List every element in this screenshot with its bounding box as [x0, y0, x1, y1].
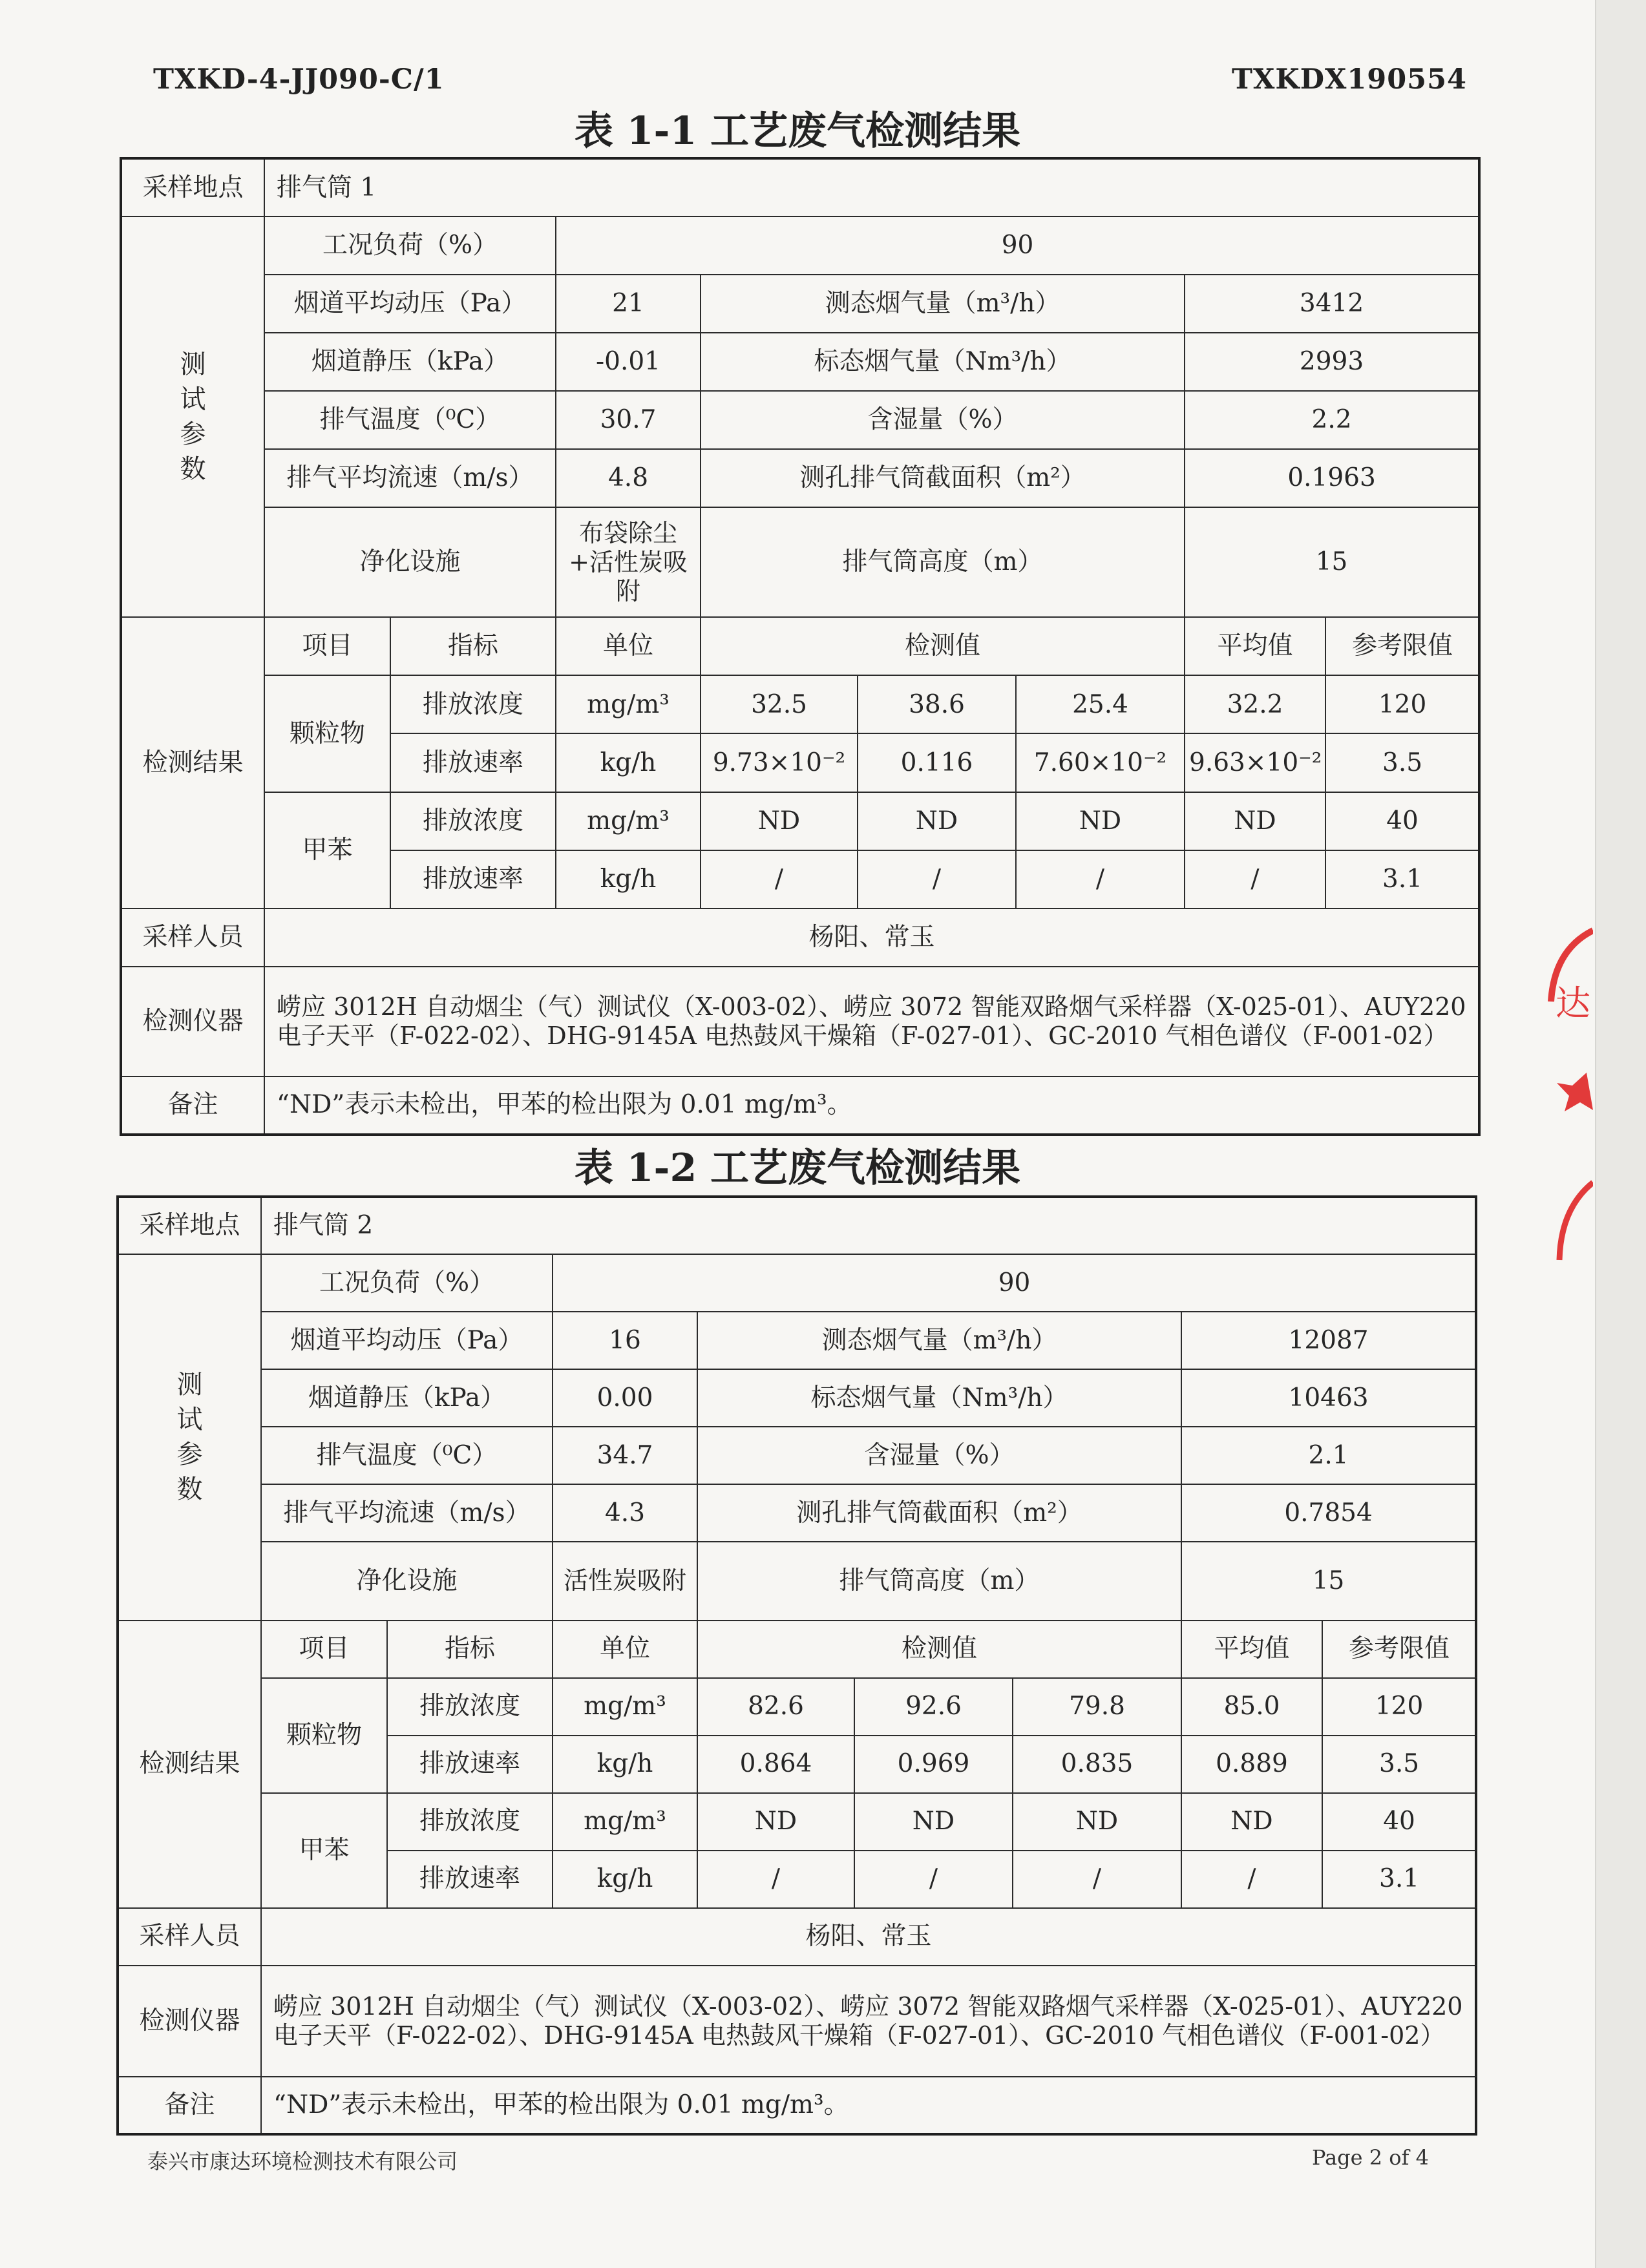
- temp-value: 30.7: [556, 391, 701, 449]
- test-params-label: [121, 216, 264, 617]
- value-2-cell: /: [854, 1851, 1013, 1908]
- value-3-cell: 0.835: [1013, 1736, 1181, 1793]
- average-cell: /: [1185, 850, 1325, 908]
- samplers-value: 杨阳、常玉: [264, 908, 1479, 967]
- average-cell: /: [1181, 1851, 1322, 1908]
- head-measured: 检测值: [697, 1621, 1181, 1678]
- std-flow-label: 标态烟气量（Nm³/h）: [701, 333, 1185, 391]
- value-1-cell: 9.73×10⁻²: [701, 733, 858, 792]
- moisture-value: 2.2: [1185, 391, 1479, 449]
- load-value: 90: [553, 1254, 1476, 1312]
- results-label: 检测结果: [118, 1621, 261, 1908]
- test-params-label-text: 测试参数: [176, 1370, 203, 1505]
- unit-cell: mg/m³: [553, 1678, 697, 1736]
- static-pressure-label: 烟道静压（kPa）: [261, 1369, 553, 1427]
- footer-page-number: Page 2 of 4: [1312, 2145, 1429, 2170]
- test-params-label-text: 测试参数: [180, 350, 206, 485]
- head-index: 指标: [387, 1621, 553, 1678]
- value-1-cell: 32.5: [701, 675, 858, 733]
- area-value: 0.7854: [1181, 1484, 1476, 1542]
- limit-cell: 3.1: [1322, 1851, 1476, 1908]
- test-params-label: [118, 1254, 261, 1621]
- red-seal-fragment: [1548, 924, 1593, 1286]
- item-cell: 甲苯: [264, 792, 390, 908]
- site-label: 采样地点: [118, 1197, 261, 1254]
- footer-company: 泰兴市康达环境检测技术有限公司: [147, 2149, 458, 2174]
- load-label: 工况负荷（%）: [261, 1254, 553, 1312]
- value-2-cell: 0.969: [854, 1736, 1013, 1793]
- unit-cell: kg/h: [556, 733, 701, 792]
- value-3-cell: /: [1013, 1851, 1181, 1908]
- head-unit: 单位: [553, 1621, 697, 1678]
- average-cell: ND: [1181, 1793, 1322, 1851]
- purification-label: 净化设施: [261, 1542, 553, 1620]
- temp-label: 排气温度（⁰C）: [264, 391, 556, 449]
- head-item: 项目: [261, 1621, 387, 1678]
- head-unit: 单位: [556, 617, 701, 675]
- value-2-cell: ND: [854, 1793, 1013, 1851]
- head-average: 平均值: [1181, 1621, 1322, 1678]
- value-1-cell: ND: [701, 792, 858, 850]
- average-cell: 9.63×10⁻²: [1185, 733, 1325, 792]
- velocity-label: 排气平均流速（m/s）: [261, 1484, 553, 1542]
- height-value: 15: [1181, 1542, 1476, 1620]
- item-cell: 颗粒物: [264, 675, 390, 792]
- item-cell: 颗粒物: [261, 1678, 387, 1793]
- limit-cell: 120: [1325, 675, 1479, 733]
- head-measured: 检测值: [701, 617, 1185, 675]
- static-pressure-label: 烟道静压（kPa）: [264, 333, 556, 391]
- area-label: 测孔排气筒截面积（m²）: [701, 449, 1185, 507]
- index-cell: 排放浓度: [390, 675, 556, 733]
- velocity-value: 4.3: [553, 1484, 697, 1542]
- table-2: [116, 1195, 1477, 2136]
- area-label: 测孔排气筒截面积（m²）: [697, 1484, 1181, 1542]
- average-cell: 85.0: [1181, 1678, 1322, 1736]
- index-cell: 排放浓度: [387, 1793, 553, 1851]
- unit-cell: mg/m³: [556, 675, 701, 733]
- dyn-pressure-value: 16: [553, 1312, 697, 1369]
- value-3-cell: /: [1016, 850, 1185, 908]
- head-item: 项目: [264, 617, 390, 675]
- purification-value: 活性炭吸附: [553, 1542, 697, 1620]
- remarks-value: “ND”表示未检出，甲苯的检出限为 0.01 mg/m³。: [261, 2077, 1476, 2134]
- value-2-cell: 92.6: [854, 1678, 1013, 1736]
- table-1-title: 表 1-1 工艺废气检测结果: [574, 109, 1021, 154]
- instruments-value: 崂应 3012H 自动烟尘（气）测试仪（X-003-02）、崂应 3072 智能双路烟气采样器（X-025-01）、AUY220 电子天平（F-022-02）、DHG-9145A 电热鼓风干燥箱（F-027-01）、GC-2010 气相色谱仪（F-001-02）: [261, 1966, 1476, 2077]
- std-flow-value: 10463: [1181, 1369, 1476, 1427]
- height-value: 15: [1185, 507, 1479, 617]
- unit-cell: mg/m³: [553, 1793, 697, 1851]
- height-label: 排气筒高度（m）: [697, 1542, 1181, 1620]
- value-1-cell: 0.864: [697, 1736, 854, 1793]
- flow-value: 12087: [1181, 1312, 1476, 1369]
- site-label: 采样地点: [121, 158, 264, 216]
- unit-cell: kg/h: [556, 850, 701, 908]
- table-row: [121, 675, 1479, 733]
- load-value: 90: [556, 216, 1479, 275]
- value-2-cell: 38.6: [858, 675, 1016, 733]
- scanner-edge-strip: [1595, 0, 1646, 2268]
- results-label: 检测结果: [121, 617, 264, 908]
- average-cell: 0.889: [1181, 1736, 1322, 1793]
- flow-label: 测态烟气量（m³/h）: [697, 1312, 1181, 1369]
- table-row: [118, 1793, 1476, 1851]
- value-1-cell: ND: [697, 1793, 854, 1851]
- unit-cell: kg/h: [553, 1736, 697, 1793]
- instruments-value: 崂应 3012H 自动烟尘（气）测试仪（X-003-02）、崂应 3072 智能双路烟气采样器（X-025-01）、AUY220 电子天平（F-022-02）、DHG-9145A 电热鼓风干燥箱（F-027-01）、GC-2010 气相色谱仪（F-001-02）: [264, 967, 1479, 1076]
- value-3-cell: 25.4: [1016, 675, 1185, 733]
- star-icon: [1557, 1073, 1593, 1111]
- value-1-cell: /: [701, 850, 858, 908]
- moisture-value: 2.1: [1181, 1427, 1476, 1484]
- index-cell: 排放浓度: [387, 1678, 553, 1736]
- std-flow-value: 2993: [1185, 333, 1479, 391]
- seal-text-fragment: 达: [1556, 983, 1590, 1024]
- moisture-label: 含湿量（%）: [701, 391, 1185, 449]
- static-pressure-value: 0.00: [553, 1369, 697, 1427]
- head-limit: 参考限值: [1322, 1621, 1476, 1678]
- index-cell: 排放速率: [390, 850, 556, 908]
- value-1-cell: /: [697, 1851, 854, 1908]
- dyn-pressure-value: 21: [556, 275, 701, 333]
- site-value: 排气筒 2: [261, 1197, 1476, 1254]
- value-1-cell: 82.6: [697, 1678, 854, 1736]
- table-1: [120, 157, 1481, 1136]
- velocity-label: 排气平均流速（m/s）: [264, 449, 556, 507]
- table-row: [121, 792, 1479, 850]
- document-code-left: TXKD-4-JJ090-C/1: [153, 63, 445, 96]
- head-average: 平均值: [1185, 617, 1325, 675]
- limit-cell: 120: [1322, 1678, 1476, 1736]
- flow-value: 3412: [1185, 275, 1479, 333]
- moisture-label: 含湿量（%）: [697, 1427, 1181, 1484]
- index-cell: 排放浓度: [390, 792, 556, 850]
- value-2-cell: 0.116: [858, 733, 1016, 792]
- flow-label: 测态烟气量（m³/h）: [701, 275, 1185, 333]
- static-pressure-value: -0.01: [556, 333, 701, 391]
- samplers-value: 杨阳、常玉: [261, 1908, 1476, 1966]
- velocity-value: 4.8: [556, 449, 701, 507]
- item-cell: 甲苯: [261, 1793, 387, 1908]
- index-cell: 排放速率: [390, 733, 556, 792]
- index-cell: 排放速率: [387, 1736, 553, 1793]
- value-3-cell: 7.60×10⁻²: [1016, 733, 1185, 792]
- value-3-cell: ND: [1013, 1793, 1181, 1851]
- value-3-cell: 79.8: [1013, 1678, 1181, 1736]
- index-cell: 排放速率: [387, 1851, 553, 1908]
- value-2-cell: ND: [858, 792, 1016, 850]
- limit-cell: 3.5: [1325, 733, 1479, 792]
- table-2-title: 表 1-2 工艺废气检测结果: [574, 1146, 1021, 1191]
- average-cell: 32.2: [1185, 675, 1325, 733]
- unit-cell: mg/m³: [556, 792, 701, 850]
- remarks-label: 备注: [121, 1076, 264, 1135]
- limit-cell: 40: [1325, 792, 1479, 850]
- area-value: 0.1963: [1185, 449, 1479, 507]
- dyn-pressure-label: 烟道平均动压（Pa）: [264, 275, 556, 333]
- table-row: [118, 1678, 1476, 1736]
- instruments-label: 检测仪器: [121, 967, 264, 1076]
- purification-label: 净化设施: [264, 507, 556, 617]
- limit-cell: 40: [1322, 1793, 1476, 1851]
- average-cell: ND: [1185, 792, 1325, 850]
- value-3-cell: ND: [1016, 792, 1185, 850]
- site-value: 排气筒 1: [264, 158, 1479, 216]
- samplers-label: 采样人员: [121, 908, 264, 967]
- document-code-right: TXKDX190554: [1232, 63, 1467, 96]
- instruments-label: 检测仪器: [118, 1966, 261, 2077]
- remarks-label: 备注: [118, 2077, 261, 2134]
- purification-value: 布袋除尘+活性炭吸附: [556, 507, 701, 617]
- samplers-label: 采样人员: [118, 1908, 261, 1966]
- head-index: 指标: [390, 617, 556, 675]
- limit-cell: 3.1: [1325, 850, 1479, 908]
- unit-cell: kg/h: [553, 1851, 697, 1908]
- load-label: 工况负荷（%）: [264, 216, 556, 275]
- head-limit: 参考限值: [1325, 617, 1479, 675]
- remarks-value: “ND”表示未检出，甲苯的检出限为 0.01 mg/m³。: [264, 1076, 1479, 1135]
- limit-cell: 3.5: [1322, 1736, 1476, 1793]
- temp-label: 排气温度（⁰C）: [261, 1427, 553, 1484]
- height-label: 排气筒高度（m）: [701, 507, 1185, 617]
- value-2-cell: /: [858, 850, 1016, 908]
- std-flow-label: 标态烟气量（Nm³/h）: [697, 1369, 1181, 1427]
- temp-value: 34.7: [553, 1427, 697, 1484]
- dyn-pressure-label: 烟道平均动压（Pa）: [261, 1312, 553, 1369]
